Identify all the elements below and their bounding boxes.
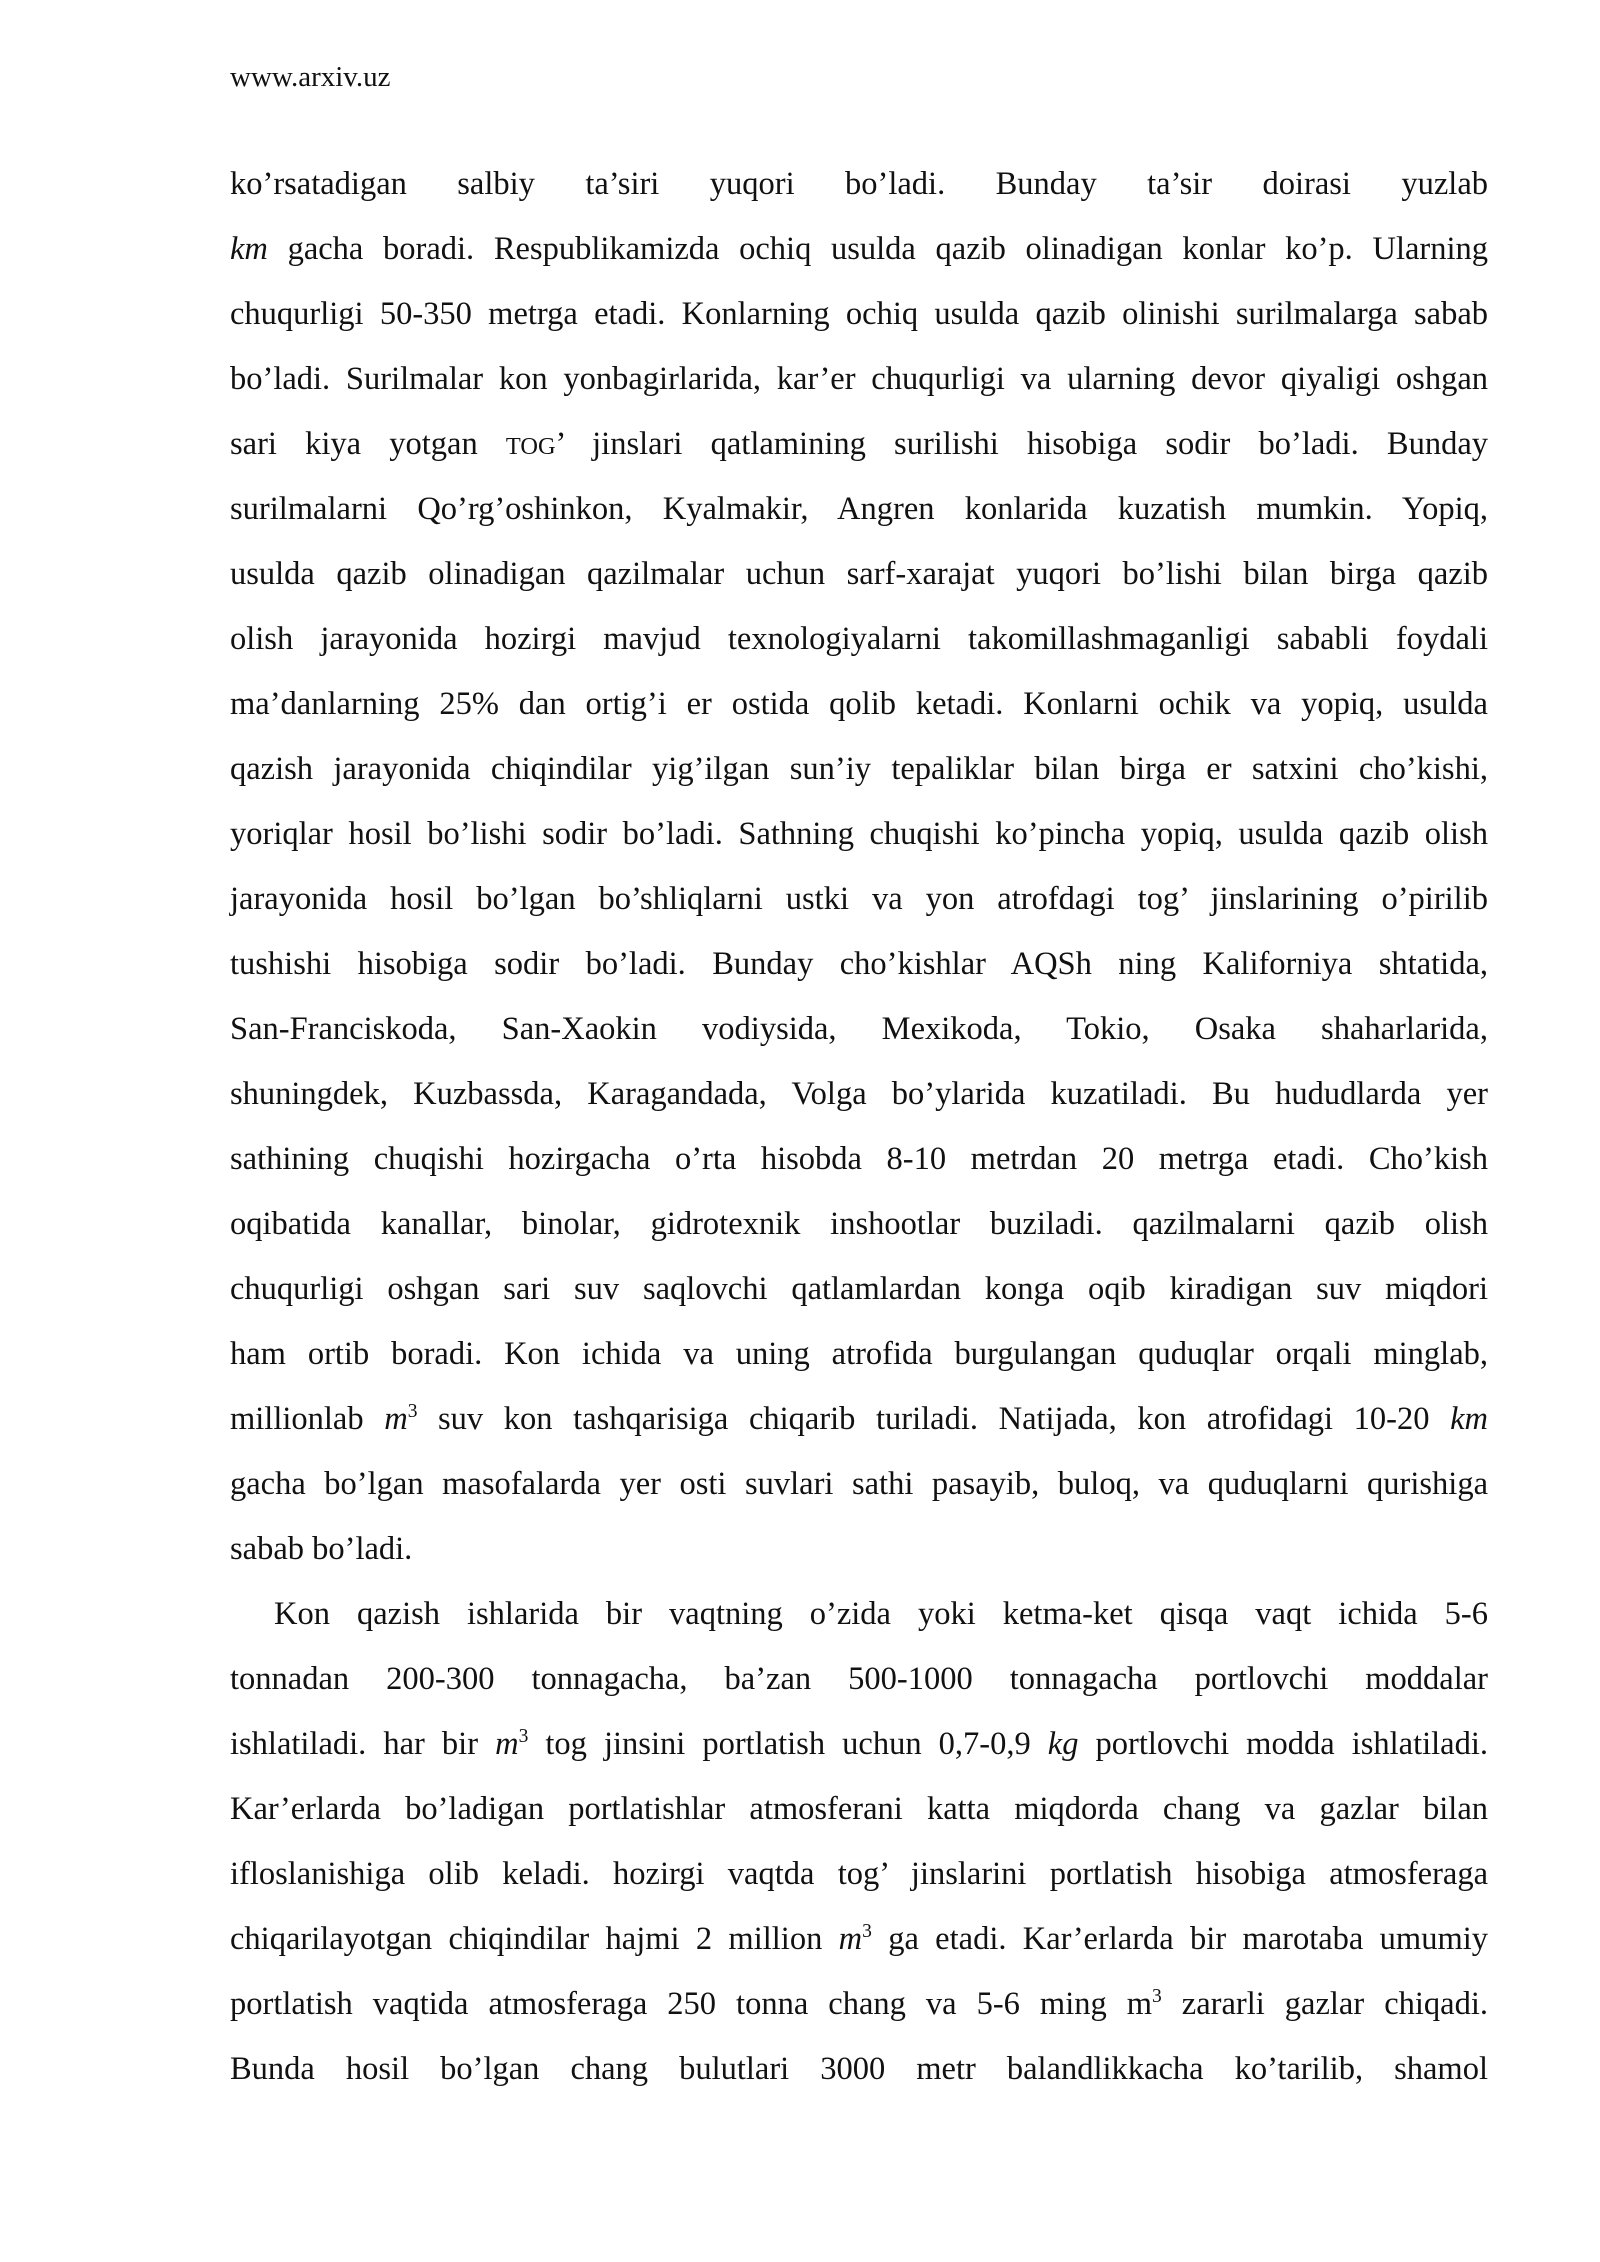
text-span: ga etadi. Kar’erlarda bir marotaba umumiy [871,1921,1489,1957]
text-span: ham ortib boradi. Kon ichida va uning atrofida burgulangan quduqlar orqali minglab, [230,1336,1488,1372]
text-span: ifloslanishiga olib keladi. hozirgi vaqtda tog’ jinslarini portlatish hisobiga atmosferaga [230,1856,1488,1892]
text-line [230,1062,1488,1127]
text-line [230,1647,1488,1712]
text-span: tushishi hisobiga sodir bo’ladi. Bunday cho’kishlar AQSh ning Kaliforniya shtatida, [230,946,1488,982]
text-line [230,997,1488,1062]
text-span: Bunda hosil bo’lgan chang bulutlari 3000 metr balandlikkacha ko’tarilib, shamol [230,2051,1488,2087]
superscript: 3 [1152,1986,1162,2008]
text-line [230,152,1488,217]
text-line [230,1582,1488,1647]
text-line [230,1712,1488,1777]
small-caps-text: TOG [505,433,556,460]
italic-unit: kg [1047,1726,1079,1762]
italic-unit: m [838,1921,863,1957]
text-span: qazish jarayonida chiqindilar yig’ilgan sun’iy tepaliklar bilan birga er satxini cho’kishi, [230,751,1488,787]
text-span: chuqurligi 50-350 metrga etadi. Konlarning ochiq usulda qazib olinishi surilmalarga sabab [230,296,1488,332]
text-line [230,217,1488,282]
italic-unit: km [1450,1401,1488,1437]
text-line [230,672,1488,737]
text-line [230,2037,1488,2102]
text-line [230,932,1488,997]
text-span: sari kiya yotgan [230,426,506,462]
text-span: ko’rsatadigan salbiy ta’siri yuqori bo’ladi. Bunday ta’sir doirasi yuzlab [230,166,1488,202]
text-line [230,412,1488,477]
text-line [230,1452,1488,1517]
superscript: 3 [862,1921,872,1943]
text-span: yoriqlar hosil bo’lishi sodir bo’ladi. Sathning chuqishi ko’pincha yopiq, usulda qazib olish [230,816,1488,852]
italic-unit: m [384,1401,408,1437]
text-span: ’ jinslari qatlamining surilishi hisobiga sodir bo’ladi. Bunday [555,426,1488,462]
text-span: sathining chuqishi hozirgacha o’rta hisobda 8-10 metrdan 20 metrga etadi. Cho’kish [230,1141,1488,1177]
italic-unit: km [230,231,268,267]
text-span: ishlatiladi. har bir [230,1726,496,1762]
text-line [230,867,1488,932]
text-line [230,1517,1488,1582]
text-span: portlatish vaqtida atmosferaga 250 tonna chang va 5-6 ming m [230,1986,1153,2022]
text-line [230,282,1488,347]
document-body-text [230,152,1488,2102]
text-line [230,1192,1488,1257]
text-span: sabab bo’ladi. [230,1531,413,1567]
site-url-header: www.arxiv.uz [230,61,391,93]
text-line [230,1972,1488,2037]
text-span: chiqarilayotgan chiqindilar hajmi 2 million [230,1921,839,1957]
text-span: olish jarayonida hozirgi mavjud texnologiyalarni takomillashmaganligi sababli foydali [230,621,1488,657]
superscript: 3 [518,1726,529,1748]
text-line [230,607,1488,672]
text-span: tog jinsini portlatish uchun 0,7-0,9 [528,1726,1048,1762]
text-line [230,1842,1488,1907]
text-span: millionlab [230,1401,385,1437]
text-line [230,1257,1488,1322]
text-span: gacha bo’lgan masofalarda yer osti suvlari sathi pasayib, buloq, va quduqlarni qurishiga [230,1466,1488,1502]
text-span: zararli gazlar chiqadi. [1161,1986,1488,2022]
text-span: portlovchi modda ishlatiladi. [1078,1726,1489,1762]
text-line [230,542,1488,607]
text-line [230,1387,1488,1452]
text-line [230,737,1488,802]
text-span: oqibatida kanallar, binolar, gidrotexnik inshootlar buziladi. qazilmalarni qazib olish [230,1206,1488,1242]
text-span: gacha boradi. Respublikamizda ochiq usulda qazib olinadigan konlar ko’p. Ularning [267,231,1488,267]
text-line [230,1322,1488,1387]
text-span: tonnadan 200-300 tonnagacha, ba’zan 500-1000 tonnagacha portlovchi moddalar [230,1661,1488,1697]
text-line [230,347,1488,412]
text-span: usulda qazib olinadigan qazilmalar uchun sarf-xarajat yuqori bo’lishi bilan birga qazib [230,556,1488,592]
text-line [230,1907,1488,1972]
superscript: 3 [407,1401,418,1423]
text-span: Kar’erlarda bo’ladigan portlatishlar atmosferani katta miqdorda chang va gazlar bilan [230,1791,1488,1827]
text-line [230,477,1488,542]
text-line [230,1777,1488,1842]
text-span: jarayonida hosil bo’lgan bo’shliqlarni ustki va yon atrofdagi tog’ jinslarining o’pirilib [230,881,1488,917]
text-span: suv kon tashqarisiga chiqarib turiladi. Natijada, kon atrofidagi 10-20 [417,1401,1451,1437]
text-span: chuqurligi oshgan sari suv saqlovchi qatlamlardan konga oqib kiradigan suv miqdori [230,1271,1488,1307]
text-span: shuningdek, Kuzbassda, Karagandada, Volga bo’ylarida kuzatiladi. Bu hududlarda yer [230,1076,1488,1112]
text-span: ma’danlarning 25% dan ortig’i er ostida qolib ketadi. Konlarni ochik va yopiq, usulda [230,686,1488,722]
text-span: surilmalarni Qo’rg’oshinkon, Kyalmakir, Angren konlarida kuzatish mumkin. Yopiq, [230,491,1488,527]
italic-unit: m [495,1726,519,1762]
text-line [230,1127,1488,1192]
text-span: Kon qazish ishlarida bir vaqtning o’zida yoki ketma-ket qisqa vaqt ichida 5-6 [274,1596,1488,1632]
text-span: San-Franciskoda, San-Xaokin vodiysida, Mexikoda, Tokio, Osaka shaharlarida, [230,1011,1488,1047]
text-line [230,802,1488,867]
text-span: bo’ladi. Surilmalar kon yonbagirlarida, kar’er chuqurligi va ularning devor qiyaligi oshgan [230,361,1488,397]
